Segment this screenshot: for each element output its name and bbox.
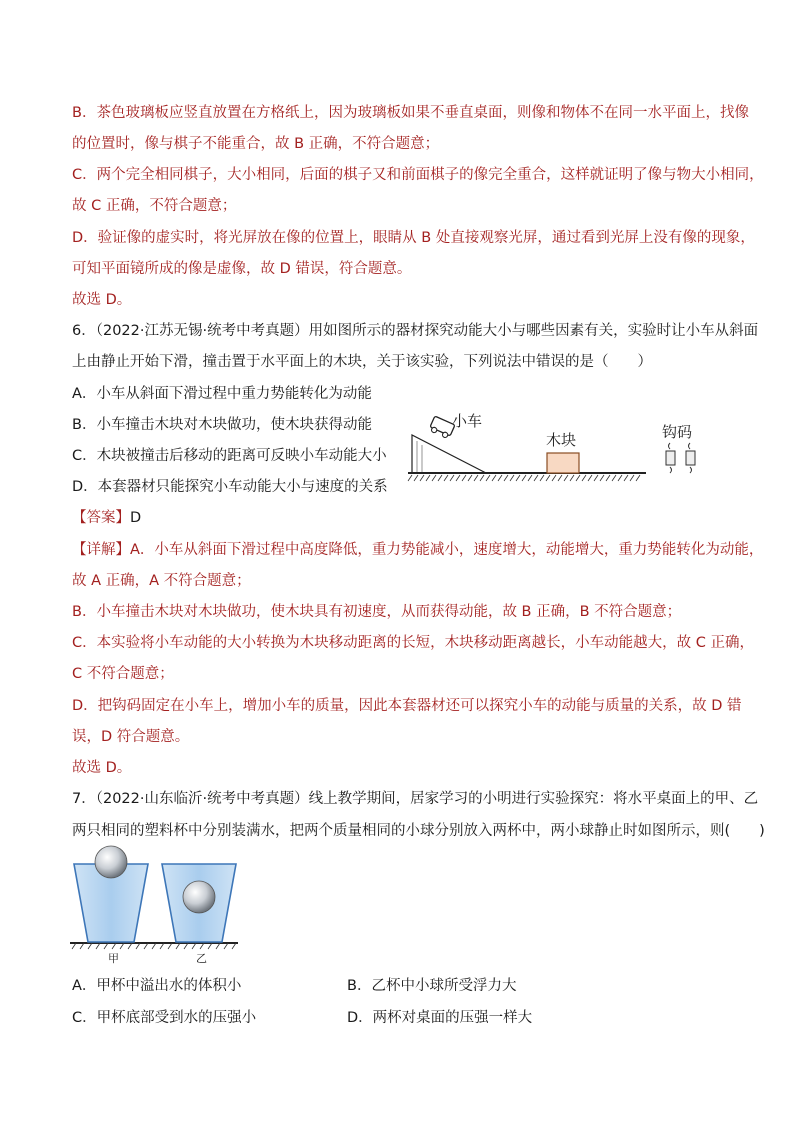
q5-analysis-d-line2: 可知平面镜所成的像是虚像，故 D 错误，符合题意。 xyxy=(72,261,412,277)
hook-weight-2 xyxy=(686,443,695,473)
q6-detail-c-line2: C 不符合题意； xyxy=(72,666,174,682)
q7-stem-line2: 两只相同的塑料杯中分别装满水，把两个质量相同的小球分别放入两杯中，两小球静止时如图所示，则( ) xyxy=(72,823,765,839)
q7-figure xyxy=(70,842,240,970)
q7-option-c: C．甲杯底部受到水的压强小 xyxy=(72,1010,257,1026)
q6-option-c: C．木块被撞击后移动的距离可反映小车动能大小 xyxy=(72,448,387,464)
cup-jia-label: 甲 xyxy=(108,952,119,965)
q7-option-d: D．两杯对桌面的压强一样大 xyxy=(347,1010,533,1026)
q6-option-a: A．小车从斜面下滑过程中重力势能转化为动能 xyxy=(72,386,372,402)
block-label: 木块 xyxy=(546,431,577,449)
q6-figure xyxy=(400,405,720,485)
wood-block xyxy=(547,453,579,473)
answer-tag: 【答案】 xyxy=(72,510,130,526)
ball-yi xyxy=(183,881,215,913)
q6-stem-line1: 6．（2022·江苏无锡·统考中考真题）用如图所示的器材探究动能大小与哪些因素有关，实验时让小车从斜面 xyxy=(72,323,759,339)
q5-analysis-c-line1: C．两个完全相同棋子，大小相同，后面的棋子又和前面棋子的像完全重合，这样就证明了像与物大小相同， xyxy=(72,167,764,183)
q5-choice: 故选 D。 xyxy=(72,292,132,308)
q5-analysis-d-line1: D．验证像的虚实时，将光屏放在像的位置上，眼睛从 B 处直接观察光屏，通过看到光屏上没有像的现象， xyxy=(72,230,755,246)
q6-detail-d-line2: 误，D 符合题意。 xyxy=(72,729,190,745)
q5-analysis-b-line1: B．茶色玻璃板应竖直放置在方格纸上，因为玻璃板如果不垂直桌面，则像和物体不在同一水平面上，找像 xyxy=(72,105,749,121)
q6-answer-line xyxy=(72,509,141,527)
ground-hatch xyxy=(408,475,640,481)
q7-stem-line1: 7．（2022·山东临沂·统考中考真题）线上教学期间，居家学习的小明进行实验探究：将水平桌面上的甲、乙 xyxy=(72,791,759,807)
incline-ramp xyxy=(412,435,486,473)
cup-yi-label: 乙 xyxy=(196,952,207,965)
detail-a-text: A．小车从斜面下滑过程中高度降低，重力势能减小，速度增大，动能增大，重力势能转化为动能， xyxy=(130,542,764,558)
q6-choice: 故选 D。 xyxy=(72,760,132,776)
weights-label: 钩码 xyxy=(662,423,693,441)
q6-detail-d-line1: D．把钩码固定在小车上，增加小车的质量，因此本套器材还可以探究小车的动能与质量的关系，故 D 错 xyxy=(72,698,742,714)
q6-detail-c-line1: C．本实验将小车动能的大小转换为木块移动距离的长短，木块移动距离越长，小车动能越大，故 C 正确， xyxy=(72,635,754,651)
ball-jia xyxy=(95,846,127,878)
hook-weight-1 xyxy=(666,443,675,473)
q6-detail-a-line1 xyxy=(72,541,763,559)
q7-option-a: A．甲杯中溢出水的体积小 xyxy=(72,978,242,994)
q6-option-b: B．小车撞击木块对木块做功，使木块获得动能 xyxy=(72,417,372,433)
cart-shape xyxy=(429,416,455,439)
q6-detail-b: B．小车撞击木块对木块做功，使木块具有初速度，从而获得动能，故 B 正确，B 不符合题意； xyxy=(72,604,682,620)
q6-detail-a-line2: 故 A 正确，A 不符合题意； xyxy=(72,573,251,589)
detail-tag: 【详解】 xyxy=(72,542,130,558)
q5-analysis-c-line2: 故 C 正确，不符合题意； xyxy=(72,198,237,214)
q6-option-d: D．本套器材只能探究小车动能大小与速度的关系 xyxy=(72,479,388,495)
q7-option-b: B．乙杯中小球所受浮力大 xyxy=(347,978,517,994)
cart-label: 小车 xyxy=(452,412,483,430)
answer-value: D xyxy=(130,510,142,526)
q6-stem-line2: 上由静止开始下滑，撞击置于水平面上的木块，关于该实验，下列说法中错误的是（ ） xyxy=(72,354,652,370)
q5-analysis-b-line2: 的位置时，像与棋子不能重合，故 B 正确，不符合题意； xyxy=(72,136,440,152)
